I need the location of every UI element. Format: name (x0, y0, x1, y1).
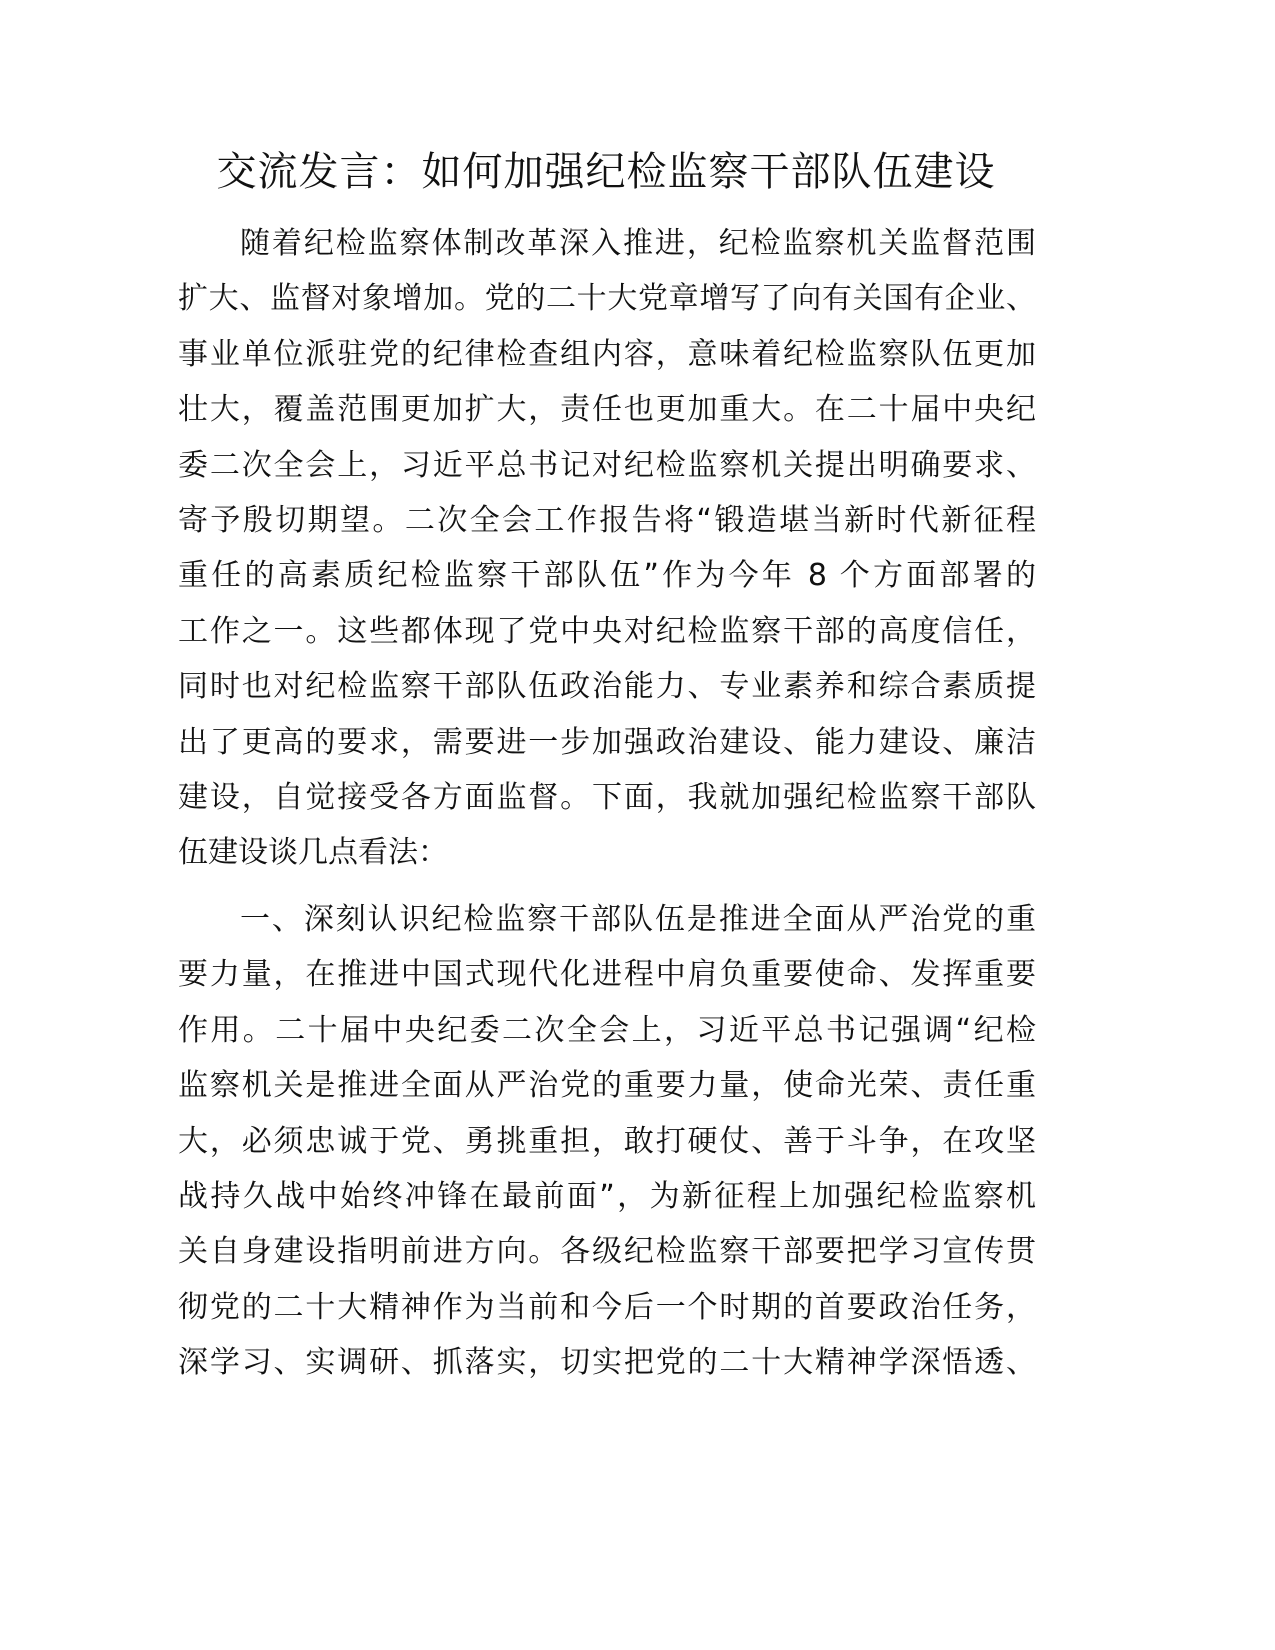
text-line: 寄予殷切期望。二次全会工作报告将“锻造堪当新时代新征程 (178, 502, 1036, 538)
text-line: 随着纪检监察体制改革深入推进，纪检监察机关监督范围 (240, 226, 1036, 261)
text-line: 工作之一。这些都体现了党中央对纪检监察干部的高度信任， (178, 613, 1036, 649)
text-line: 深学习、实调研、抓落实，切实把党的二十大精神学深悟透、 (178, 1345, 1036, 1381)
text-line: 委二次全会上，习近平总书记对纪检监察机关提出明确要求、 (178, 447, 1036, 483)
text-line: 彻党的二十大精神作为当前和今后一个时期的首要政治任务， (178, 1289, 1036, 1325)
text-line: 关自身建设指明前进方向。各级纪检监察干部要把学习宣传贯 (178, 1234, 1036, 1270)
text-line: 同时也对纪检监察干部队伍政治能力、专业素养和综合素质提 (178, 669, 1036, 705)
paragraph-section-one (178, 892, 1036, 1391)
document-title: 交流发言：如何加强纪检监察干部队伍建设 (216, 149, 996, 195)
text-line: 大，必须忠诚于党、勇挑重担，敢打硬仗、善于斗争，在攻坚 (178, 1123, 1036, 1159)
text-line: 扩大、监督对象增加。党的二十大党章增写了向有关国有企业、 (178, 281, 1036, 317)
paragraph-intro (178, 216, 1036, 881)
text-line: 伍建设谈几点看法： (178, 835, 448, 871)
text-line: 事业单位派驻党的纪律检查组内容，意味着纪检监察队伍更加 (178, 336, 1036, 372)
text-line: 建设，自觉接受各方面监督。下面，我就加强纪检监察干部队 (178, 779, 1036, 815)
text-line: 作用。二十届中央纪委二次全会上，习近平总书记强调“纪检 (178, 1012, 1036, 1048)
text-line: 战持久战中始终冲锋在最前面”，为新征程上加强纪检监察机 (178, 1178, 1036, 1214)
text-line: 一、深刻认识纪检监察干部队伍是推进全面从严治党的重 (240, 902, 1036, 937)
text-line: 要力量，在推进中国式现代化进程中肩负重要使命、发挥重要 (178, 957, 1036, 993)
text-line: 监察机关是推进全面从严治党的重要力量，使命光荣、责任重 (178, 1068, 1036, 1104)
text-line: 壮大，覆盖范围更加扩大，责任也更加重大。在二十届中央纪 (178, 392, 1036, 428)
text-line: 出了更高的要求，需要进一步加强政治建设、能力建设、廉洁 (178, 724, 1036, 760)
text-line: 重任的高素质纪检监察干部队伍”作为今年 8 个方面部署的 (178, 558, 1036, 594)
